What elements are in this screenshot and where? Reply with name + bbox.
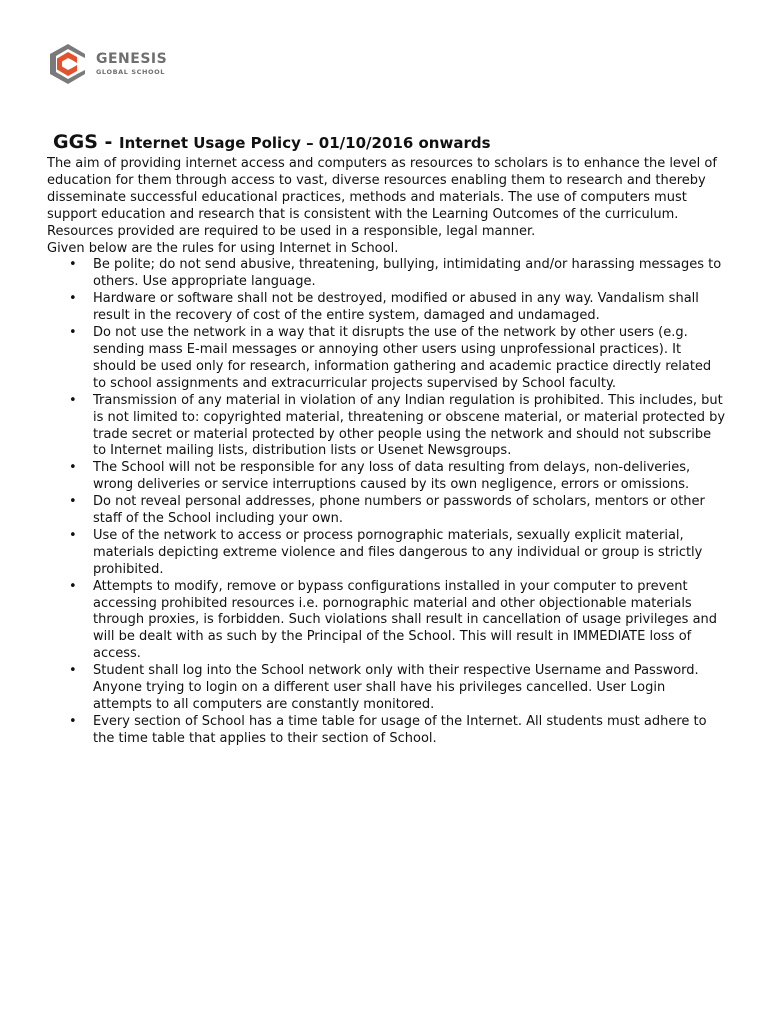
- intro-paragraph: The aim of providing internet access and computers as resources to scholars is to enhance the level of education for them through access to vast, diverse resources enabling them to research and thereby disseminate successful educational practices, methods and materials. The use of computers must support education and research that is consistent with the Learning Outcomes of the curriculum. Resources provided are required to be used in a responsible, legal manner.: [47, 156, 717, 239]
- rule-text: Transmission of any material in violation of any Indian regulation is prohibited. This includes, but is not limited to: copyrighted material, threatening or obscene material, or material protected by trade secret or material protected by other people using the network and should not subscribe to Internet mailing lists, distribution lists or Usenet Newsgroups.: [93, 392, 726, 459]
- list-item: [47, 494, 727, 528]
- title-prefix: GGS: [53, 131, 98, 153]
- list-item: [47, 714, 727, 748]
- rule-text: Be polite; do not send abusive, threatening, bullying, intimidating and/or harassing messages to others. Use appropriate language.: [93, 257, 722, 290]
- bullet-icon: •: [69, 291, 77, 307]
- bullet-icon: •: [69, 494, 77, 510]
- bullet-icon: •: [69, 460, 77, 476]
- list-item: [47, 579, 727, 664]
- school-logo: [46, 42, 167, 86]
- list-item: [47, 460, 727, 494]
- title-separator: -: [97, 131, 119, 153]
- bullet-icon: •: [69, 713, 77, 729]
- list-item: [47, 663, 727, 714]
- bullet-icon: •: [69, 392, 77, 408]
- list-item: [47, 528, 727, 579]
- bullet-icon: •: [69, 257, 77, 273]
- genesis-logo-icon: [46, 42, 90, 86]
- list-item: [47, 393, 727, 461]
- rule-text: The School will not be responsible for any loss of data resulting from delays, non-deliveries, wrong deliveries or service interruptions caused by its own negligence, errors or omissions.: [93, 460, 691, 493]
- rules-list: [47, 257, 727, 747]
- bullet-icon: •: [69, 578, 77, 594]
- logo-name: GENESIS: [96, 51, 168, 68]
- rule-text: Do not reveal personal addresses, phone numbers or passwords of scholars, mentors or other staff of the School including your own.: [93, 494, 705, 527]
- title-text: Internet Usage Policy – 01/10/2016 onwards: [119, 134, 491, 152]
- list-item: [47, 291, 727, 325]
- policy-document: [47, 132, 727, 748]
- rules-heading: Given below are the rules for using Internet in School.: [47, 240, 399, 256]
- page-title: [53, 132, 727, 155]
- rule-text: Hardware or software shall not be destroyed, modified or abused in any way. Vandalism shall result in the recovery of cost of the entire system, damaged and undamaged.: [93, 291, 699, 324]
- rule-text: Student shall log into the School network only with their respective Username and Password. Anyone trying to login on a different user shall have his privileges cancelled. User Login attempts to all computers are constantly monitored.: [93, 663, 699, 712]
- bullet-icon: •: [69, 527, 77, 543]
- rule-text: Every section of School has a time table for usage of the Internet. All students must adhere to the time table that applies to their section of School.: [93, 713, 707, 746]
- bullet-icon: •: [69, 663, 77, 679]
- logo-subtitle: GLOBAL SCHOOL: [96, 68, 166, 77]
- list-item: [47, 257, 727, 291]
- rule-text: Attempts to modify, remove or bypass configurations installed in your computer to prevent accessing prohibited resources i.e. pornographic material and other objectionable materials through proxies, is forbidden. Such violations shall result in cancellation of usage privileges and will be dealt with as such by the Principal of the School. This will result in IMMEDIATE loss of access.: [93, 578, 718, 662]
- bullet-icon: •: [69, 325, 77, 341]
- rule-text: Do not use the network in a way that it disrupts the use of the network by other users (e.g. sending mass E-mail messages or annoying other users using unprofessional practices). It should be used only for research, information gathering and academic practice directly related to school assignments and extracurricular projects supervised by School faculty.: [93, 325, 712, 391]
- rule-text: Use of the network to access or process pornographic materials, sexually explicit material, materials depicting extreme violence and files dangerous to any individual or group is strictly prohibited.: [93, 527, 703, 577]
- list-item: [47, 325, 727, 393]
